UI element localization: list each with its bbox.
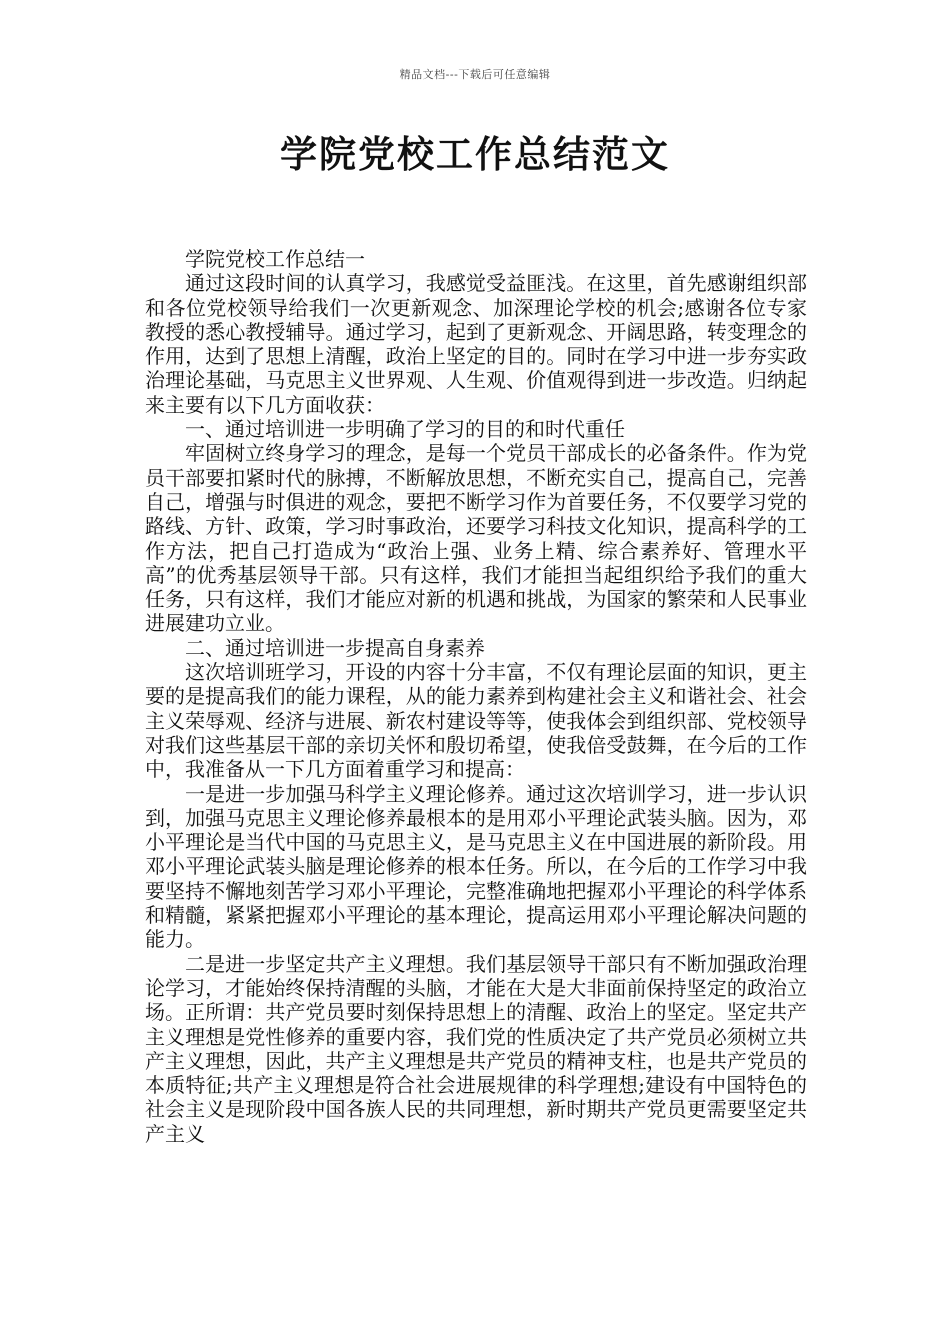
paragraph: 二是进一步坚定共产主义理想。我们基层领导干部只有不断加强政治理论学习，才能始终保持清醒的头脑，才能在大是大非面前保持坚定的政治立场。正所谓：共产党员要时刻保持思想上的清醒、政治上的坚定。坚定共产主义理想是党性修养的重要内容，我们党的性质决定了共产党员必须树立共产主义理想，因此，共产主义理想是共产党员的精神支柱，也是共产党员的本质特征;共产主义理想是符合社会进展规律的科学理想;建设有中国特色的社会主义是现阶段中国各族人民的共同理想，新时期共产党员更需要坚定共产主义 [145,951,807,1146]
paragraph: 通过这段时间的认真学习，我感觉受益匪浅。在这里，首先感谢组织部和各位党校领导给我们一次更新观念、加深理论学校的机会;感谢各位专家教授的悉心教授辅导。通过学习，起到了更新观念、开阔思路，转变理念的作用，达到了思想上清醒，政治上坚定的目的。同时在学习中进一步夯实政治理论基础，马克思主义世界观、人生观、价值观得到进一步改造。归纳起来主要有以下几方面收获： [145,271,807,417]
subsection-heading: 一、通过培训进一步明确了学习的目的和时代重任 [185,417,625,442]
document-title: 学院党校工作总结范文 [280,133,670,176]
section-heading: 学院党校工作总结一 [185,247,365,271]
paragraph: 一是进一步加强马科学主义理论修养。通过这次培训学习，进一步认识到，加强马克思主义理论修养最根本的是用邓小平理论武装头脑。因为，邓小平理论是当代中国的马克思主义，是马克思主义在中国进展的新阶段。用邓小平理论武装头脑是理论修养的根本任务。所以，在今后的工作学习中我要坚持不懈地刻苦学习邓小平理论，完整准确地把握邓小平理论的科学体系和精髓，紧紧把握邓小平理论的基本理论，提高运用邓小平理论解决问题的能力。 [145,781,807,952]
subsection-heading: 二、通过培训进一步提高自身素养 [185,635,485,660]
header-note: 精品文档---下载后可任意编辑 [399,68,551,81]
paragraph: 牢固树立终身学习的理念，是每一个党员干部成长的必备条件。作为党员干部要扣紧时代的脉搏，不断解放思想，不断充实自己，提高自己，完善自己，增强与时俱进的观念，要把不断学习作为首要任务，不仅要学习党的路线、方针、政策，学习时事政治，还要学习科技文化知识，提高科学的工作方法，把自己打造成为“政治上强、业务上精、综合素养好、管理水平高”的优秀基层领导干部。只有这样，我们才能担当起组织给予我们的重大任务，只有这样，我们才能应对新的机遇和挑战，为国家的繁荣和人民事业进展建功立业。 [145,441,807,636]
document-body [145,247,807,1146]
paragraph: 这次培训班学习，开设的内容十分丰富，不仅有理论层面的知识，更主要的是提高我们的能力课程，从的能力素养到构建社会主义和谐社会、社会主义荣辱观、经济与进展、新农村建设等等，使我体会到组织部、党校领导对我们这些基层干部的亲切关怀和殷切希望，使我倍受鼓舞，在今后的工作中，我准备从一下几方面着重学习和提高： [145,660,807,782]
